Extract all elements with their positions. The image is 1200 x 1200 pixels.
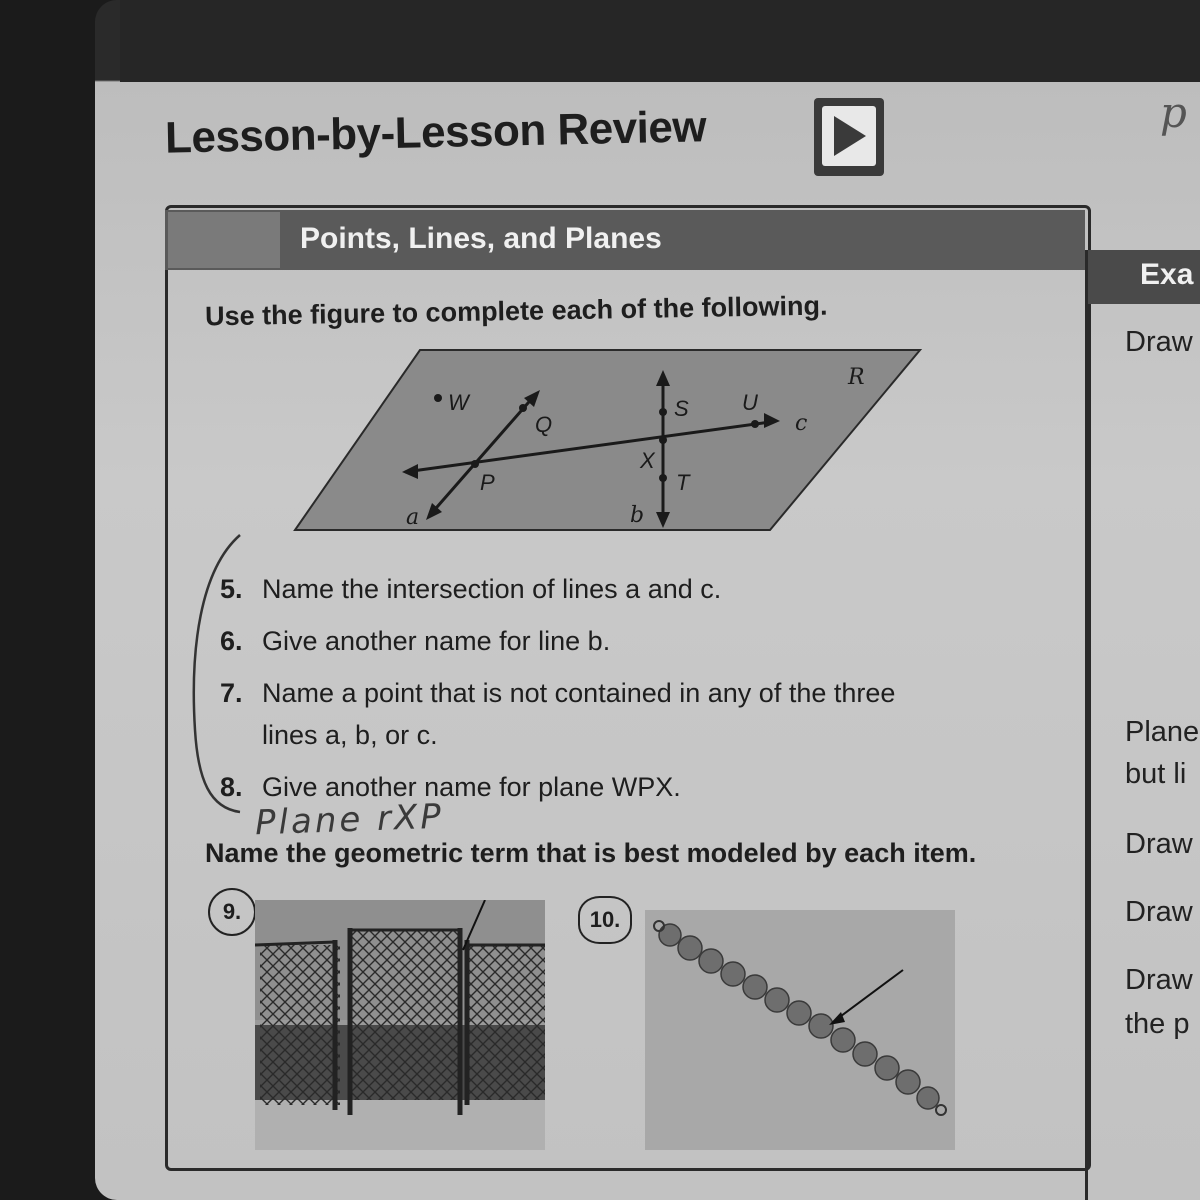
question-6	[220, 626, 610, 657]
right-column-line: but li	[1125, 758, 1187, 790]
question-5	[220, 574, 721, 605]
point-q	[519, 404, 527, 412]
label-u: U	[742, 390, 758, 415]
label-x: X	[640, 448, 655, 473]
point-u	[751, 420, 759, 428]
items-instruction: Name the geometric term that is best modeled by each item.	[205, 838, 977, 868]
right-column-line: the p	[1125, 1008, 1190, 1040]
handwritten-answer: Plane rXP	[254, 796, 445, 844]
fence-photo	[255, 900, 545, 1150]
label-a: a	[406, 505, 420, 530]
right-column-line: Plane	[1125, 716, 1200, 748]
label-c: c	[795, 411, 808, 436]
point-w	[434, 394, 442, 402]
label-q: Q	[535, 412, 553, 437]
plane-r	[295, 350, 920, 530]
right-column-line: Draw	[1125, 828, 1193, 860]
label-t: T	[676, 470, 690, 495]
right-column-line: Draw	[1125, 326, 1193, 358]
play-icon[interactable]	[812, 96, 886, 178]
question-number: 6.	[220, 626, 243, 656]
point-s	[659, 408, 667, 416]
question-7-continued: lines a, b, or c.	[262, 720, 438, 750]
right-column-line: Draw	[1125, 896, 1193, 928]
item-9-number: 9.	[208, 888, 256, 936]
label-w: W	[448, 390, 469, 415]
section-number-badge	[168, 212, 280, 268]
beads-photo	[645, 910, 955, 1150]
right-column-title: Exa	[1140, 258, 1194, 291]
handwritten-note-top: p	[1160, 88, 1187, 137]
point-x	[659, 436, 667, 444]
label-b: b	[630, 503, 645, 528]
label-plane-r: R	[848, 365, 865, 390]
question-7	[220, 678, 895, 709]
plane-figure	[290, 340, 930, 540]
question-text: Name the intersection of lines a and c.	[262, 574, 722, 604]
question-number: 5.	[220, 574, 243, 604]
page-title: Lesson-by-Lesson Review	[164, 102, 707, 163]
question-text: Give another name for plane WPX.	[262, 772, 681, 802]
question-text: Give another name for line b.	[262, 626, 611, 656]
label-s: S	[674, 396, 689, 421]
point-t	[659, 474, 667, 482]
question-number: 8.	[220, 772, 243, 802]
item-10-number: 10.	[578, 896, 632, 944]
point-p	[471, 460, 479, 468]
page-top-shadow	[120, 0, 1200, 82]
label-p: P	[480, 470, 495, 495]
question-number: 7.	[220, 678, 243, 708]
right-column-line: Draw	[1125, 964, 1193, 996]
figure-instruction: Use the figure to complete each of the following.	[204, 290, 828, 332]
question-8	[220, 772, 681, 803]
section-title: Points, Lines, and Planes	[300, 222, 662, 255]
question-text: Name a point that is not contained in any of the three	[262, 678, 896, 708]
